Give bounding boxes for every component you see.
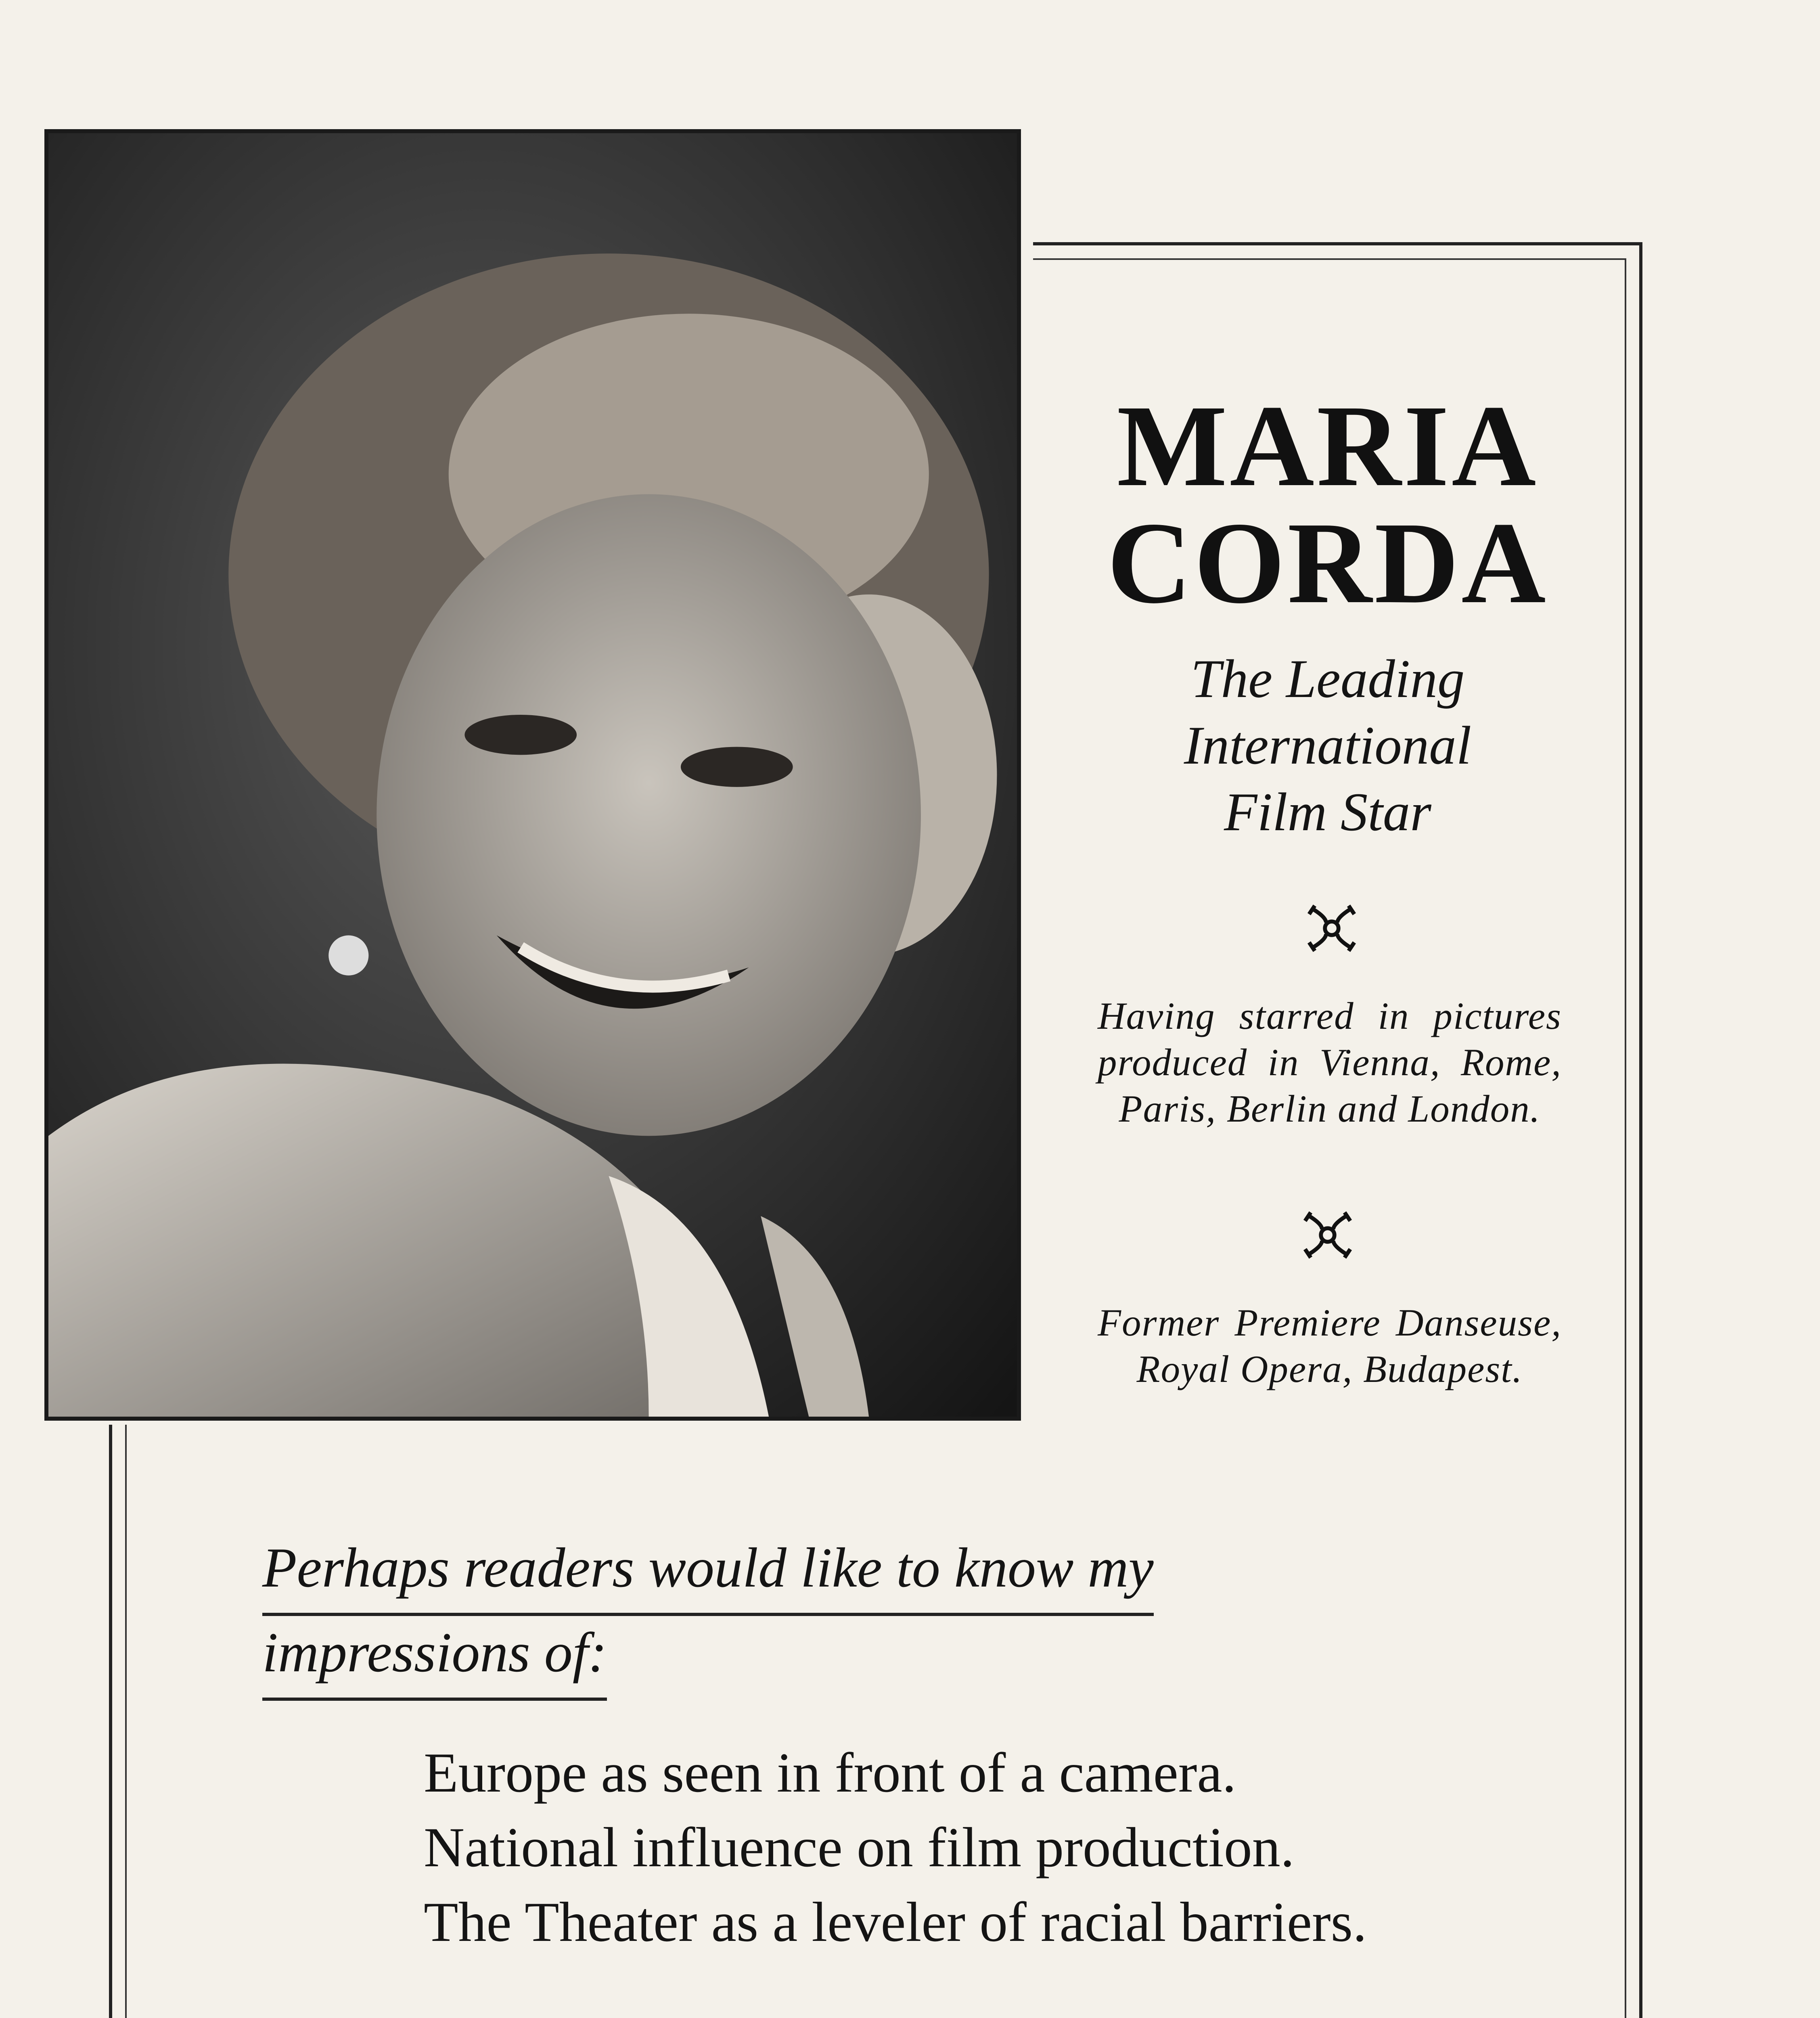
subtitle-line: Film Star bbox=[1224, 782, 1431, 842]
fleuron-ornament-icon bbox=[1299, 1207, 1356, 1263]
fleuron-ornament-icon bbox=[1303, 900, 1360, 957]
star-name-line2: CORDA bbox=[1107, 498, 1548, 628]
star-subtitle bbox=[1057, 646, 1598, 846]
topic-item: The Theater as a leveler of racial barriers. bbox=[424, 1891, 1367, 1953]
subtitle-line: International bbox=[1184, 716, 1472, 776]
portrait-photo bbox=[44, 129, 1021, 1421]
topic-item: National influence on film production. bbox=[424, 1816, 1295, 1879]
star-name-line1: MARIA bbox=[1117, 381, 1539, 511]
topic-item: Europe as seen in front of a camera. bbox=[424, 1742, 1236, 1804]
bio-paragraph-films: Having starred in pictures produced in Vienna, Rome, Paris, Berlin and London. bbox=[1098, 994, 1562, 1130]
intro-line2: impressions of: bbox=[262, 1610, 607, 1701]
topics-list bbox=[424, 1735, 1367, 1959]
star-name bbox=[1065, 381, 1590, 628]
bio-paragraph-dance: Former Premiere Danseuse, Royal Opera, Budapest. bbox=[1098, 1301, 1562, 1390]
subtitle-line: The Leading bbox=[1190, 649, 1465, 709]
intro-line1: Perhaps readers would like to know my bbox=[262, 1526, 1154, 1616]
